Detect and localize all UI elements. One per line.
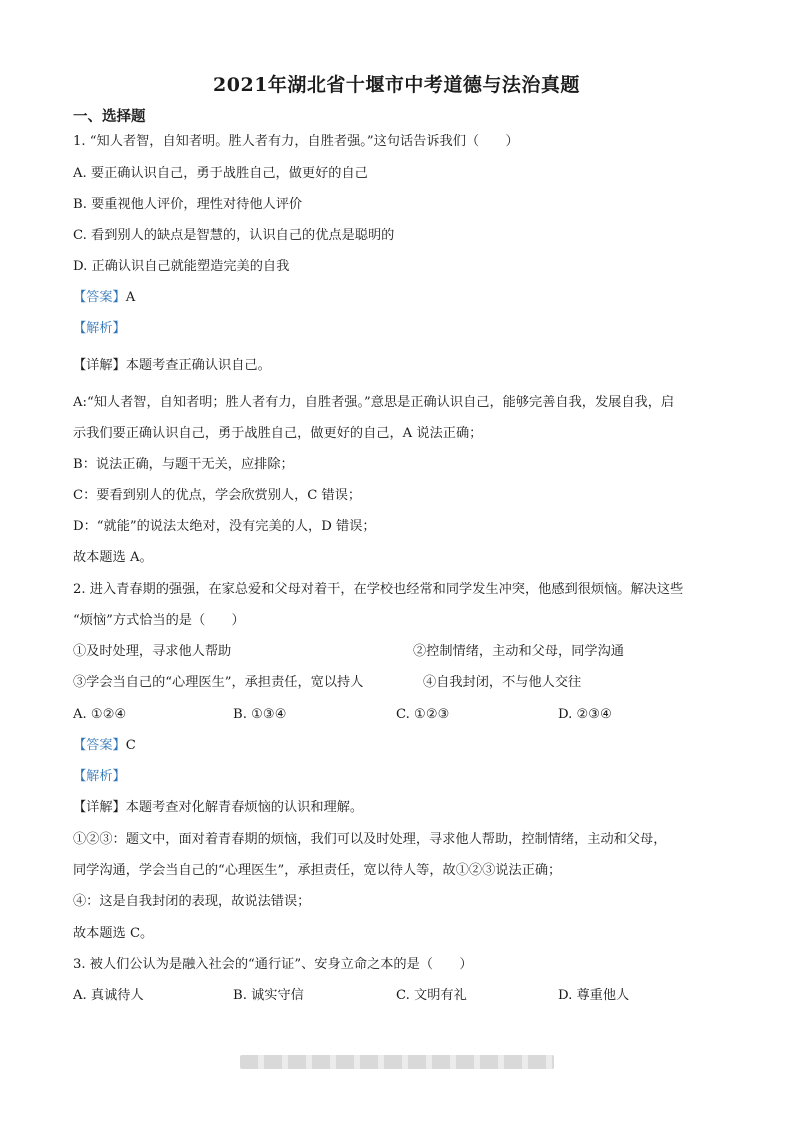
q3-option-b: B. 诚实守信 [233,988,304,1003]
q1-detail-text: 本题考查正确认识自己。 [125,358,271,373]
q2-option-c: C. ①②③ [396,707,450,722]
q2-analysis-tag: 【解析】 [73,769,126,784]
q2-analysis-line: ①②③：题文中，面对着青春期的烦恼，我们可以及时处理，寻求他人帮助，控制情绪，主动和父母， [73,832,667,847]
q2-detail-text: 本题考查对化解青春烦恼的认识和理解。 [125,800,364,815]
q1-option-a: A. 要正确认识自己，勇于战胜自己，做更好的自己 [73,166,368,181]
blurred-watermark [240,1055,554,1069]
q2-detail [73,799,363,817]
detail-tag: 【详解】 [73,358,126,373]
q3-option-a: A. 真诚待人 [73,988,144,1003]
q1-analysis-tag: 【解析】 [73,321,126,336]
q2-conclusion: 故本题选 C。 [73,926,154,941]
page-title: 2021年湖北省十堰市中考道德与法治真题 [213,74,580,96]
answer-tag: 【答案】 [73,290,126,305]
q2-analysis-line: ④：这是自我封闭的表现，故说法错误； [73,894,311,909]
q1-analysis-line: C：要看到别人的优点，学会欣赏别人，C 错误； [73,488,362,503]
q1-option-d: D. 正确认识自己就能塑造完美的自我 [73,259,290,274]
q3-option-c: C. 文明有礼 [396,988,467,1003]
section-heading: 一、选择题 [73,108,146,125]
q1-conclusion: 故本题选 A。 [73,550,153,565]
q2-option-a: A. ①②④ [73,707,127,722]
detail-tag: 【详解】 [73,800,126,815]
q1-analysis-line: D：“就能”的说法太绝对，没有完美的人，D 错误； [73,519,376,534]
q2-analysis-line: 同学沟通，学会当自己的“心理医生”，承担责任，宽以待人等，故①②③说法正确； [73,863,562,878]
q2-item-1: ①及时处理，寻求他人帮助 [73,644,232,659]
q2-item-2: ②控制情绪，主动和父母，同学沟通 [413,644,624,659]
q2-option-d: D. ②③④ [558,707,612,722]
q3-option-d: D. 尊重他人 [558,988,630,1003]
q1-analysis-line: A:“知人者智，自知者明；胜人者有力，自胜者强。”意思是正确认识自己，能够完善自我，发展自我，启 [73,395,675,410]
q1-stem: 1. “知人者智，自知者明。胜人者有力，自胜者强。”这句话告诉我们（ ） [73,134,519,149]
q2-stem-cont: “烦恼”方式恰当的是（ ） [73,613,245,628]
q1-option-b: B. 要重视他人评价，理性对待他人评价 [73,197,303,212]
q1-option-c: C. 看到别人的缺点是智慧的，认识自己的优点是聪明的 [73,228,395,243]
q2-item-3: ③学会当自己的“心理医生”，承担责任，宽以持人 [73,675,364,690]
q3-stem: 3. 被人们公认为是融入社会的“通行证”、安身立命之本的是（ ） [73,957,473,972]
q1-analysis-line: 示我们要正确认识自己，勇于战胜自己，做更好的自己，A 说法正确； [73,426,483,441]
q1-answer [73,289,135,307]
q2-answer-value: C [125,738,136,753]
q1-analysis-line: B：说法正确，与题干无关，应排除； [73,457,294,472]
answer-tag: 【答案】 [73,738,126,753]
q2-answer [73,737,136,755]
q2-item-4: ④自我封闭，不与他人交往 [423,675,582,690]
q2-option-b: B. ①③④ [233,707,287,722]
q2-stem: 2. 进入青春期的强强，在家总爱和父母对着干，在学校也经常和同学发生冲突，他感到很烦恼。解决这些 [73,582,684,597]
q1-detail [73,357,271,375]
q1-answer-value: A [125,290,136,305]
